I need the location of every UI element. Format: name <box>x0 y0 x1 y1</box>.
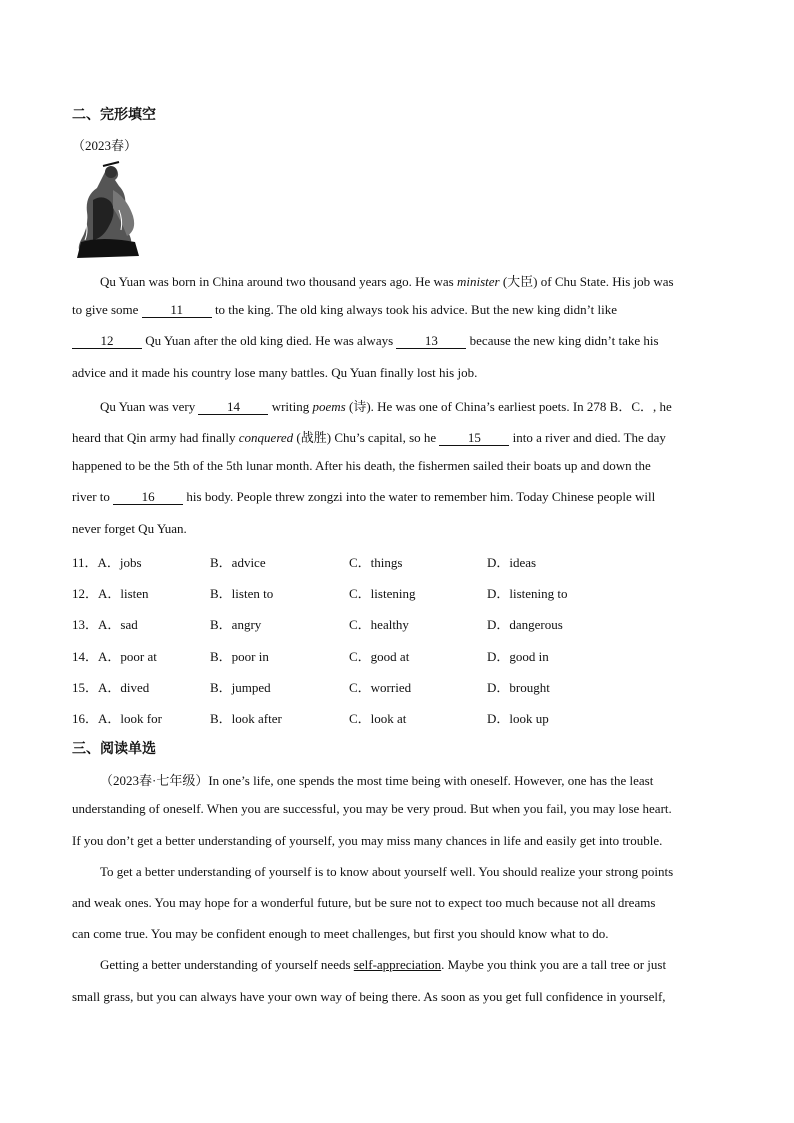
text-run: into a river and died. The day <box>509 430 666 445</box>
cloze-p2-line3: happened to be the 5th of the 5th lunar month. After his death, the fishermen sailed their boats up and down the <box>72 458 651 473</box>
blank-12[interactable]: 12 <box>72 334 142 349</box>
reading-p2-line2: and weak ones. You may hope for a wonderful future, but be sure not to expect too much because not all dreams <box>72 895 656 910</box>
option-a[interactable]: 16．A．look for <box>72 711 162 726</box>
underlined-word: self-appreciation <box>353 957 442 972</box>
cloze-p1-line2 <box>72 302 617 318</box>
cloze-p2-line1 <box>100 396 672 415</box>
option-c[interactable]: C．healthy <box>349 617 409 632</box>
reading-p1-line2: understanding of oneself. When you are successful, you may be very proud. But when you fail, you may lose heart. <box>72 801 672 816</box>
option-c[interactable]: C．listening <box>349 586 416 601</box>
option-d[interactable]: D．good in <box>487 649 549 664</box>
text-run: (大臣) of Chu State. His job was <box>499 274 674 289</box>
option-a[interactable]: 13．A．sad <box>72 617 138 632</box>
year-label: （2023春） <box>72 138 138 153</box>
text-run: Qu Yuan was very <box>100 399 199 414</box>
text-run: heard that Qin army had finally <box>72 430 239 445</box>
text-run: because the new king didn’t take his <box>466 333 659 348</box>
blank-11[interactable]: 11 <box>142 303 212 318</box>
reading-p1-line1: （2023春·七年级）In one’s life, one spends the most time being with oneself. However, one has the least <box>100 773 654 788</box>
italic-word: minister <box>456 274 500 289</box>
text-run: to the king. The old king always took his advice. But the new king didn’t like <box>211 302 618 317</box>
text-run: (诗). He was one of China’s earliest poets. In 278 B．C．, he <box>345 399 672 414</box>
option-a[interactable]: 15．A．dived <box>72 680 150 695</box>
section-title-reading: 三、阅读单选 <box>72 741 156 757</box>
option-b[interactable]: B．poor in <box>210 649 269 664</box>
option-b[interactable]: B．jumped <box>210 680 271 695</box>
qu-yuan-illustration <box>73 160 143 260</box>
option-a[interactable]: 11．A．jobs <box>72 555 142 570</box>
option-b[interactable]: B．listen to <box>210 586 274 601</box>
option-c[interactable]: C．good at <box>349 649 410 664</box>
cloze-p1-line3 <box>72 333 659 349</box>
option-b[interactable]: B．advice <box>210 555 266 570</box>
blank-15[interactable]: 15 <box>439 431 509 446</box>
reading-p2-line1: To get a better understanding of yourself is to know about yourself well. You should realize your strong points <box>100 864 674 879</box>
text-run: his body. People threw zongzi into the water to remember him. Today Chinese people will <box>183 489 656 504</box>
text-run: river to <box>72 489 114 504</box>
option-a[interactable]: 12．A．listen <box>72 586 149 601</box>
reading-p3-line2: small grass, but you can always have your own way of being there. As soon as you get full confidence in yourself, <box>72 989 666 1004</box>
cloze-p1-line1 <box>100 271 674 290</box>
option-d[interactable]: D．brought <box>487 680 550 695</box>
cloze-p2-line4 <box>72 489 655 505</box>
cloze-p2-line2 <box>72 427 666 446</box>
text-run: Getting a better understanding of yourself needs <box>100 957 354 972</box>
text-run: (战胜) Chu’s capital, so he <box>293 430 440 445</box>
option-d[interactable]: D．look up <box>487 711 549 726</box>
blank-16[interactable]: 16 <box>113 490 183 505</box>
blank-13[interactable]: 13 <box>396 334 466 349</box>
reading-p1-line3: If you don’t get a better understanding of yourself, you may miss many chances in life and easily get into trouble. <box>72 833 663 848</box>
section-title-cloze: 二、完形填空 <box>72 107 156 123</box>
blank-14[interactable]: 14 <box>198 400 268 415</box>
option-c[interactable]: C．things <box>349 555 403 570</box>
italic-word: poems <box>312 399 346 414</box>
option-b[interactable]: B．look after <box>210 711 282 726</box>
option-d[interactable]: D．ideas <box>487 555 537 570</box>
cloze-p2-line5: never forget Qu Yuan. <box>72 521 187 536</box>
option-c[interactable]: C．worried <box>349 680 412 695</box>
option-c[interactable]: C．look at <box>349 711 407 726</box>
option-d[interactable]: D．listening to <box>487 586 568 601</box>
cloze-p1-line4: advice and it made his country lose many battles. Qu Yuan finally lost his job. <box>72 365 478 380</box>
text-run: to give some <box>72 302 142 317</box>
reading-p3-line1 <box>100 957 666 973</box>
reading-p2-line3: can come true. You may be confident enough to meet challenges, but first you should know what to do. <box>72 926 609 941</box>
option-d[interactable]: D．dangerous <box>487 617 563 632</box>
text-run: Qu Yuan after the old king died. He was always <box>142 333 397 348</box>
text-run: Qu Yuan was born in China around two thousand years ago. He was <box>100 274 457 289</box>
option-b[interactable]: B．angry <box>210 617 262 632</box>
option-a[interactable]: 14．A．poor at <box>72 649 157 664</box>
italic-word: conquered <box>238 430 294 445</box>
text-run: writing <box>268 399 313 414</box>
text-run: . Maybe you think you are a tall tree or just <box>441 957 667 972</box>
